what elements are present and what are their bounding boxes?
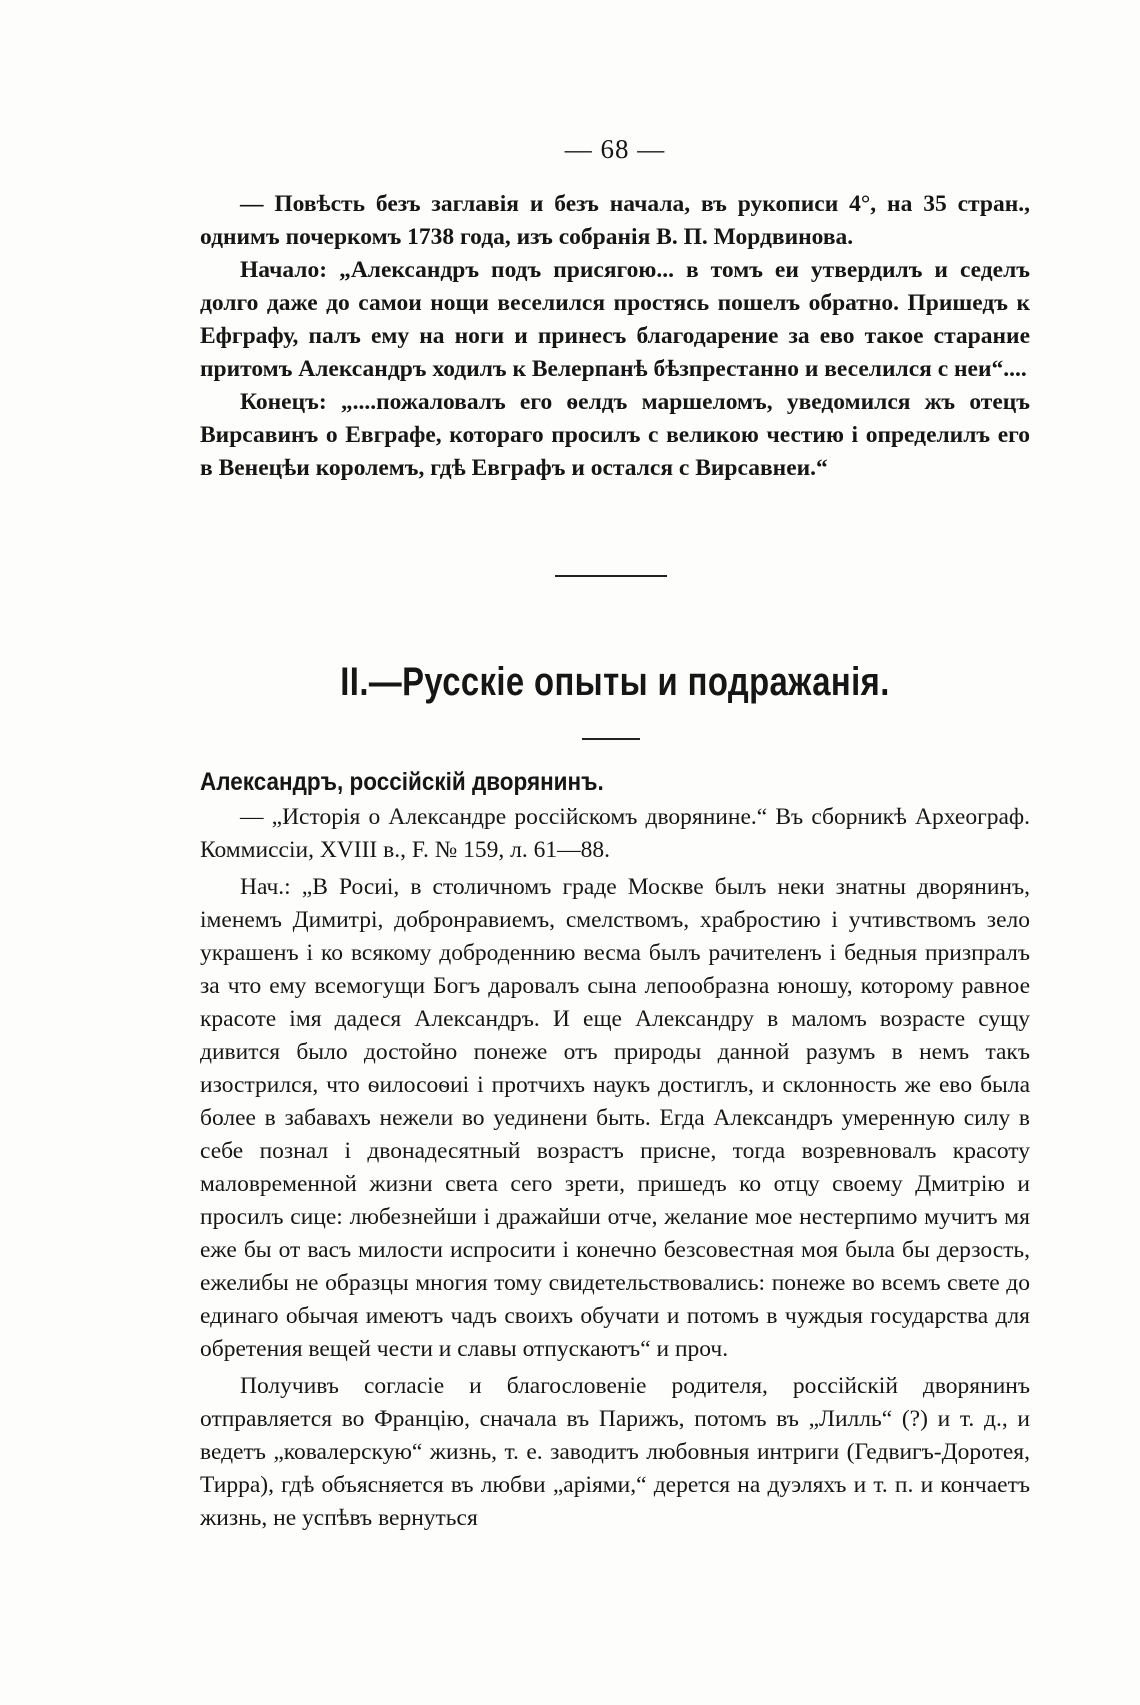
entry-povest-description: — Повѣсть безъ заглавія и безъ начала, въ рукописи 4°, на 35 стран., однимъ почеркомъ 1738 года, изъ собранія В. П. Мордвинова. xyxy=(200,191,1030,250)
section-heading: II.—Русскіе опыты и подражанія. xyxy=(340,660,890,704)
entry-alexander xyxy=(200,765,1030,1535)
page-number: — 68 — xyxy=(564,134,666,164)
section-divider xyxy=(555,575,667,577)
entry-alexander-title: Александръ, россійскій дворянинъ. xyxy=(200,768,604,796)
entry-povest-incipit: Начало: „Александръ подъ присягою... в томъ еи утвердилъ и седелъ долго даже до самои нощи веселился простясь пошелъ обратно. Пришедъ к Ефграфу, палъ ему на ноги и принесъ благодарение за ево такое старание притомъ Александръ ходилъ к Велерпанѣ бѣзпрестанно и веселился с неи“.... xyxy=(200,257,1030,382)
entry-povest xyxy=(200,188,1030,485)
entry-alexander-description: — „Исторія о Александре россійскомъ дворянине.“ Въ сборникѣ Археограф. Коммиссіи, XVIII в., F. № 159, л. 61—88. xyxy=(200,804,1030,863)
entry-povest-explicit: Конецъ: „....пожаловалъ его ѳелдъ маршеломъ, уведомился жъ отецъ Вирсавинъ о Евграфе, котораго просилъ с великою честию і определилъ его в Венецѣи королемъ, гдѣ Евграфъ и остался с Вирсавнеи.“ xyxy=(200,389,1030,481)
heading-underline xyxy=(582,738,640,740)
entry-alexander-summary: Получивъ согласіе и благословеніе родителя, россійскій дворянинъ отправляется во Францію, сначала въ Парижъ, потомъ въ „Лилль“ (?) и т. д., и ведетъ „ковалерскую“ жизнь, т. е. заводитъ любовныя интриги (Гедвигъ-Доротея, Тирра), гдѣ объясняется въ любви „аріями,“ дерется на дуэляхъ и т. п. и кончаетъ жизнь, не успѣвъ вернуться xyxy=(200,1373,1030,1531)
entry-alexander-incipit: Нач.: „В Росиі, в столичномъ граде Москве былъ неки знатны дворянинъ, іменемъ Димитрі, добронравиемъ, смелствомъ, храбростию і учтивствомъ зело украшенъ і ко всякому доброденнию весма былъ рачителенъ і бедныя призпралъ за что ему всемогущи Богъ даровалъ сына лепообразна юношу, которому равное красоте імя дадеся Александръ. И еще Александру в маломъ возрасте сущу дивится было достойно понеже отъ природы данной разумъ в немъ такъ изострился, что ѳилосоѳиі і протчихъ наукъ достиглъ, и склонность же ево была более в забавахъ нежели во уединени быть. Егда Александръ умеренную силу в себе познал і двонадесятный возрастъ присне, тогда возревновалъ красоту маловременной жизни света сего зрети, пришедъ ко отцу своему Дмитрію и просилъ сице: любезнейши і дражайши отче, желание мое нестерпимо мучитъ мя еже бы от васъ милости испросити і конечно безсовестная моя была бы дерзость, ежелибы не образцы многия тому свидетельствовались: понеже во всемъ свете до единаго обычая имеютъ чадъ своихъ обучати и потомъ в чуждыя государства для обретения вещей чести и славы отпускаютъ“ и проч. xyxy=(200,874,1030,1362)
